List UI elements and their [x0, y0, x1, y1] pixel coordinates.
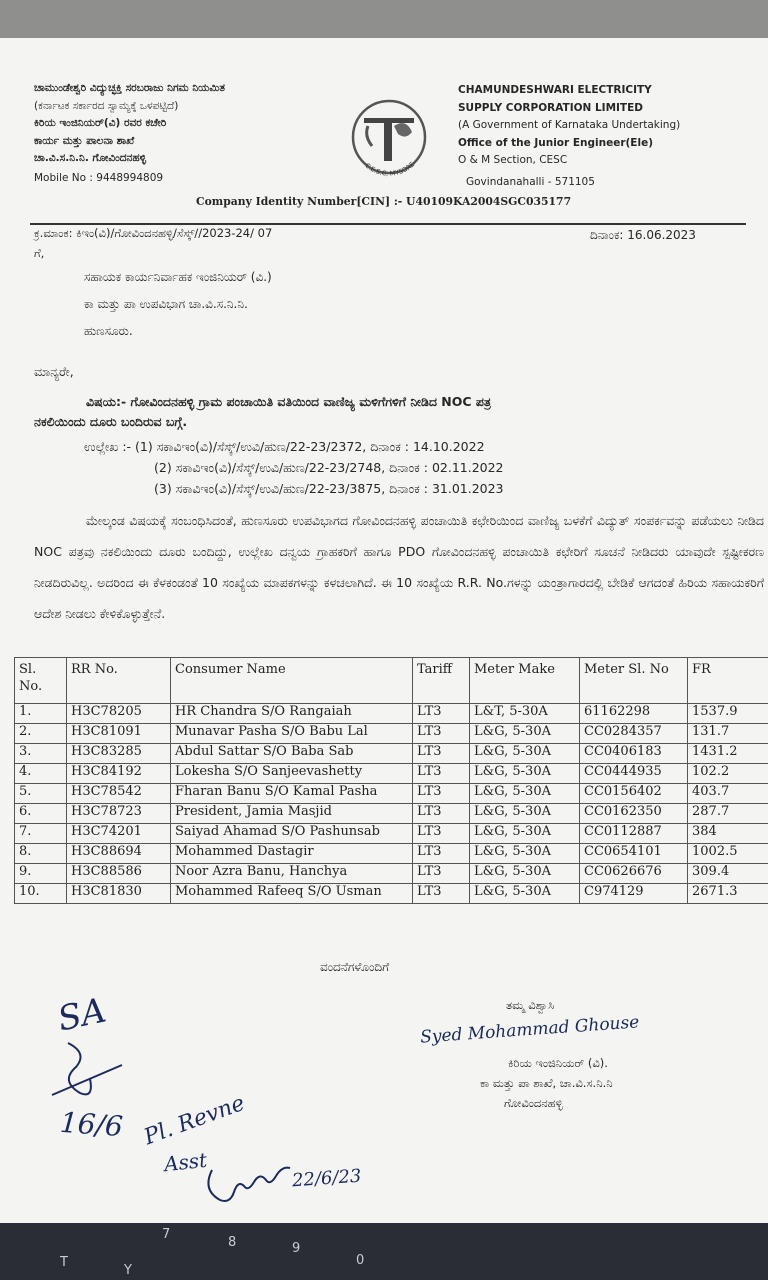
cell-sl: 6.	[15, 804, 67, 824]
cell-tariff: LT3	[413, 764, 470, 784]
cell-meter-sl: C974129	[580, 884, 688, 904]
col-header-fr: FR	[688, 658, 768, 704]
svg-text:C.E.S.C, MYSORE	[363, 160, 416, 177]
cell-sl: 4.	[15, 764, 67, 784]
handwritten-initials: SA	[54, 990, 110, 1040]
key: 7	[162, 1227, 171, 1242]
cell-meter-make: L&G, 5-30A	[470, 764, 580, 784]
mobile-number: Mobile No : 9448994809	[34, 171, 164, 184]
cell-consumer-name: Noor Azra Banu, Hanchya	[171, 864, 413, 884]
cell-sl: 1.	[15, 704, 67, 724]
reference-line: ಉಲ್ಲೇಖ :- (1) ಸಕಾವಿಇಂ(ವಿ)/ಸೆಸ್ಕ್/ಉವಿ/ಹುಣ/22-23/2372, ದಿನಾಂಕ : 14.10.2022	[84, 439, 485, 454]
cell-meter-make: L&G, 5-30A	[470, 864, 580, 884]
cell-sl: 9.	[15, 864, 67, 884]
header-left	[34, 80, 225, 187]
address-line: ಸಹಾಯಕ ಕಾರ್ಯನಿರ್ವಾಹಕ ಇಂಜಿನಿಯರ್ (ವಿ.)	[84, 270, 272, 284]
table-row	[15, 884, 768, 904]
table-row	[15, 824, 768, 844]
cell-rr-no: H3C78542	[67, 784, 171, 804]
table-body	[15, 704, 768, 904]
header-divider	[30, 223, 746, 225]
cell-meter-make: L&G, 5-30A	[470, 884, 580, 904]
cell-rr-no: H3C83285	[67, 744, 171, 764]
cell-meter-make: L&G, 5-30A	[470, 844, 580, 864]
cell-consumer-name: Munavar Pasha S/O Babu Lal	[171, 724, 413, 744]
cell-sl: 7.	[15, 824, 67, 844]
cell-fr: 309.4	[688, 864, 768, 884]
table-row	[15, 844, 768, 864]
org-name-en-1: CHAMUNDESHWARI ELECTRICITY	[458, 84, 652, 96]
cell-fr: 403.7	[688, 784, 768, 804]
office-kn: ಕಿರಿಯ ಇಂಜಿನಿಯರ್(ವಿ) ರವರ ಕಚೇರಿ	[34, 117, 167, 129]
references	[84, 436, 504, 499]
cell-fr: 2671.3	[688, 884, 768, 904]
signature: Syed Mohammad Ghouse	[419, 1012, 640, 1048]
table-row	[15, 784, 768, 804]
cell-consumer-name: Abdul Sattar S/O Baba Sab	[171, 744, 413, 764]
cell-rr-no: H3C88694	[67, 844, 171, 864]
cell-meter-make: L&G, 5-30A	[470, 804, 580, 824]
table-row	[15, 704, 768, 724]
col-header-rr: RR No.	[67, 658, 171, 704]
keyboard-strip	[0, 1223, 768, 1280]
cell-rr-no: H3C81091	[67, 724, 171, 744]
table-row	[15, 764, 768, 784]
cell-meter-make: L&G, 5-30A	[470, 724, 580, 744]
cell-tariff: LT3	[413, 724, 470, 744]
cell-sl: 3.	[15, 744, 67, 764]
cell-rr-no: H3C74201	[67, 824, 171, 844]
place-en: Govindanahalli - 571105	[466, 175, 595, 188]
handwritten-date-right: 22/6/23	[291, 1165, 363, 1192]
office-en: Office of the Junior Engineer(Ele)	[458, 136, 653, 149]
cell-consumer-name: Fharan Banu S/O Kamal Pasha	[171, 784, 413, 804]
key: T	[60, 1255, 68, 1270]
cell-tariff: LT3	[413, 844, 470, 864]
cell-meter-sl: CC0444935	[580, 764, 688, 784]
closing-yours: ತಮ್ಮ ವಿಶ್ವಾಸಿ	[506, 998, 555, 1012]
org-name-en-2: SUPPLY CORPORATION LIMITED	[458, 101, 643, 114]
designation	[480, 1053, 613, 1113]
key: Y	[124, 1263, 132, 1278]
place-kn: ಚಾ.ವಿ.ಸ.ನಿ.ನಿ. ಗೋವಿಂದನಹಳ್ಳಿ	[34, 152, 147, 164]
cell-meter-make: L&G, 5-30A	[470, 784, 580, 804]
meter-table	[14, 657, 768, 904]
org-subtitle-kn: (ಕರ್ನಾಟಕ ಸರ್ಕಾರದ ಸ್ವಾಮ್ಯಕ್ಕೆ ಒಳಪಟ್ಟಿದೆ)	[34, 99, 179, 112]
closing-regards: ವಂದನೆಗಳೊಂದಿಗೆ	[320, 960, 390, 974]
cell-tariff: LT3	[413, 784, 470, 804]
subject	[34, 392, 492, 432]
salutation: ಮಾನ್ಯರೇ,	[34, 364, 74, 379]
section-en: O & M Section, CESC	[458, 154, 568, 166]
col-header-sl: Sl. No.	[15, 658, 67, 704]
cell-consumer-name: Mohammed Dastagir	[171, 844, 413, 864]
cell-fr: 384	[688, 824, 768, 844]
table-row	[15, 864, 768, 884]
col-header-meter-make: Meter Make	[470, 658, 580, 704]
cell-sl: 5.	[15, 784, 67, 804]
cell-rr-no: H3C81830	[67, 884, 171, 904]
cell-consumer-name: President, Jamia Masjid	[171, 804, 413, 824]
cell-sl: 10.	[15, 884, 67, 904]
letter-date: ದಿನಾಂಕ: 16.06.2023	[590, 228, 696, 242]
address-line: ಹುಣಸೂರು.	[84, 324, 133, 338]
cell-meter-sl: CC0112887	[580, 824, 688, 844]
subject-line: ನಕಲಿಯಿಂದು ದೂರು ಬಂದಿರುವ ಬಗ್ಗೆ.	[34, 414, 188, 429]
cell-consumer-name: Saiyad Ahamad S/O Pashunsab	[171, 824, 413, 844]
logo-text: C.E.S.C, MYSORE	[363, 160, 417, 178]
key: 8	[228, 1235, 237, 1250]
designation-line: ಕಾ ಮತ್ತು ಪಾ ಶಾಖೆ, ಚಾ.ವಿ.ಸ.ನಿ.ನಿ	[480, 1076, 613, 1090]
org-name-kn: ಚಾಮುಂಡೇಶ್ವರಿ ವಿದ್ಯುಚ್ಛಕ್ತಿ ಸರಬರಾಜು ನಿಗಮ ನಿಯಮಿತ	[34, 82, 226, 94]
cell-meter-sl: CC0162350	[580, 804, 688, 824]
cell-rr-no: H3C88586	[67, 864, 171, 884]
col-header-tariff: Tariff	[413, 658, 470, 704]
col-header-consumer: Consumer Name	[171, 658, 413, 704]
cell-meter-sl: CC0654101	[580, 844, 688, 864]
cell-meter-sl: CC0156402	[580, 784, 688, 804]
cell-tariff: LT3	[413, 864, 470, 884]
cell-rr-no: H3C78723	[67, 804, 171, 824]
table-row	[15, 804, 768, 824]
cell-fr: 1431.2	[688, 744, 768, 764]
key: 9	[292, 1241, 301, 1256]
handwritten-scribble	[50, 1035, 130, 1105]
recipient-address	[84, 264, 272, 345]
cell-rr-no: H3C78205	[67, 704, 171, 724]
table-row	[15, 744, 768, 764]
cell-fr: 1537.9	[688, 704, 768, 724]
company-cin: Company Identity Number[CIN] :- U40109KA2004SGC035177	[196, 195, 572, 208]
letter-body: ಮೇಲ್ಕಂಡ ವಿಷಯಕ್ಕೆ ಸಂಬಂಧಿಸಿದಂತೆ, ಹುಣಸೂರು ಉಪವಿಭಾಗದ ಗೋವಿಂದನಹಳ್ಳಿ ಪಂಚಾಯಿತಿ ಕಛೇರಿಯಿಂದ ವಾಣಿಜ್ಯ ಬಳಕೆಗೆ ವಿದ್ಯುತ್ ಸಂಪರ್ಕವನ್ನು ಪಡೆಯಲು ನೀಡಿದ NOC ಪತ್ರವು ನಕಲಿಯಿಂದು ದೂರು ಬಂದಿದ್ದು, ಉಲ್ಲೇಖ ದನ್ವಯ ಗ್ರಾಹಕರಿಗೆ ಹಾಗೂ PDO ಗೋವಿಂದನಹಳ್ಳಿ ಪಂಚಾಯಿತಿ ಕಛೇರಿಗೆ ಸೂಚನೆ ನೀಡಿದರು ಯಾವುದೇ ಸ್ಪಷ್ಟೀಕರಣ ನೀಡದಿರುವಿಲ್ಲ. ಅದರಿಂದ ಈ ಕೆಳಕಂಡಂತೆ 10 ಸಂಖ್ಯೆಯ ಮಾಪಕಗಳನ್ನು ಕಳಚಲಾಗಿದೆ. ಈ 10 ಸಂಖ್ಯೆಯ R.R. No.ಗಳನ್ನು ಯಂತ್ರಾಗಾರದಲ್ಲಿ ಬೇಡಿಕೆ ಆಗದಂತೆ ಹಿರಿಯ ಸಹಾಯಕರಿಗೆ ಆದೇಶ ನೀಡಲು ಕೇಳಿಕೊಳ್ಳುತ್ತೇನೆ.	[34, 513, 764, 621]
key: 0	[356, 1253, 365, 1268]
cell-fr: 1002.5	[688, 844, 768, 864]
letter-to: ಗೆ,	[34, 246, 45, 260]
subject-line: ವಿಷಯ:- ಗೋವಿಂದನಹಳ್ಳಿ ಗ್ರಾಮ ಪಂಚಾಯಿತಿ ವತಿಯಿಂದ ವಾಣಿಜ್ಯ ಮಳಿಗೆಗಳಿಗೆ ನೀಡಿದ NOC ಪತ್ರ	[86, 394, 492, 409]
cell-sl: 2.	[15, 724, 67, 744]
cell-tariff: LT3	[413, 884, 470, 904]
cell-tariff: LT3	[413, 804, 470, 824]
reference-line: (3) ಸಕಾವಿಇಂ(ವಿ)/ಸೆಸ್ಕ್/ಉವಿ/ಹುಣ/22-23/3875, ದಿನಾಂಕ : 31.01.2023	[154, 481, 504, 496]
cell-consumer-name: HR Chandra S/O Rangaiah	[171, 704, 413, 724]
handwritten-note: Pl. Revne	[140, 1090, 249, 1151]
org-subtitle-en: (A Government of Karnataka Undertaking)	[458, 119, 681, 131]
letter-reference: ಕ್ರ.ಮಾಂಕ: ಕಿಇಂ(ವಿ)/ಗೋವಿಂದನಹಳ್ಳಿ/ಸೆಸ್ಕ್//2023-24/ 07	[34, 226, 273, 240]
cell-tariff: LT3	[413, 824, 470, 844]
address-line: ಕಾ ಮತ್ತು ಪಾ ಉಪವಿಭಾಗ ಚಾ.ವಿ.ಸ.ನಿ.ನಿ.	[84, 297, 248, 311]
cell-meter-sl: CC0406183	[580, 744, 688, 764]
cell-fr: 131.7	[688, 724, 768, 744]
cell-meter-make: L&G, 5-30A	[470, 744, 580, 764]
handwritten-note2: Asst	[162, 1147, 209, 1177]
cell-meter-sl: CC0284357	[580, 724, 688, 744]
cell-fr: 102.2	[688, 764, 768, 784]
section-kn: ಕಾರ್ಯ ಮತ್ತು ಪಾಲನಾ ಶಾಖೆ	[34, 134, 135, 147]
header-right	[458, 82, 680, 191]
table-row	[15, 724, 768, 744]
cell-meter-make: L&G, 5-30A	[470, 824, 580, 844]
cell-consumer-name: Mohammed Rafeeq S/O Usman	[171, 884, 413, 904]
table-header-row	[15, 658, 768, 704]
cell-fr: 287.7	[688, 804, 768, 824]
reference-line: (2) ಸಕಾವಿಇಂ(ವಿ)/ಸೆಸ್ಕ್/ಉವಿ/ಹುಣ/22-23/2748, ದಿನಾಂಕ : 02.11.2022	[154, 460, 504, 475]
cell-consumer-name: Lokesha S/O Sanjeevashetty	[171, 764, 413, 784]
cell-meter-sl: CC0626676	[580, 864, 688, 884]
handwritten-date-left: 16/6	[58, 1105, 124, 1144]
col-header-meter-sl: Meter Sl. No	[580, 658, 688, 704]
designation-line: ಕಿರಿಯ ಇಂಜಿನಿಯರ್ (ವಿ).	[508, 1056, 608, 1070]
cell-meter-sl: 61162298	[580, 704, 688, 724]
cell-rr-no: H3C84192	[67, 764, 171, 784]
cell-sl: 8.	[15, 844, 67, 864]
cell-tariff: LT3	[413, 744, 470, 764]
cesc-logo	[344, 96, 434, 178]
designation-line: ಗೋವಿಂದನಹಳ್ಳಿ	[504, 1096, 563, 1110]
cell-tariff: LT3	[413, 704, 470, 724]
cell-meter-make: L&T, 5-30A	[470, 704, 580, 724]
